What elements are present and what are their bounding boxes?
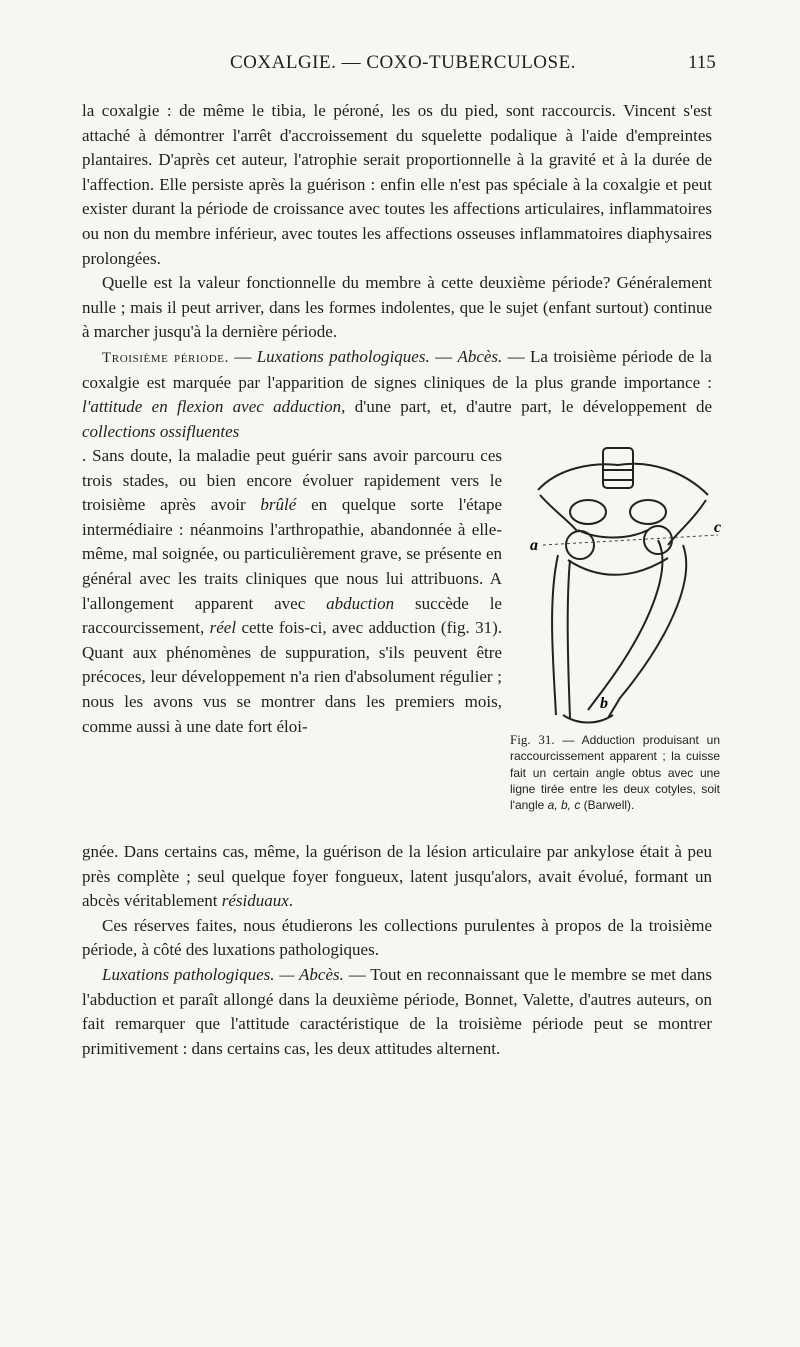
running-header (0, 52, 800, 76)
body-text-top (82, 99, 712, 444)
section-title-luxations: Luxations pathologiques. (256, 346, 430, 366)
body-text-beside-figure (82, 444, 502, 739)
paragraph-1: la coxalgie : de même le tibia, le péroné, les os du pied, sont raccourcis. Vincent s'est attaché à démontrer l'arrêt d'accroissement du squelette podalique à l'aide d'empreintes plantaires. D'après cet auteur, l'atrophie serait proportionnelle à la gravité et à la durée de l'affection. Elle persiste après la guérison : enfin elle n'est pas spéciale à la coxalgie et peut exister durant la période de croissance avec toutes les affections articulaires, inflammatoires ou non du membre inférieur, avec toutes les affections osseuses inflammatoires diaphysaires prolongées. (82, 101, 712, 268)
label-b: b (600, 695, 608, 712)
caption-text: — Adduction produisant un raccourcissement apparent ; la cuisse fait un certain angle obtus avec une ligne tirée entre les deux cotyles, soit l'angle (510, 733, 721, 813)
paragraph-5: Luxations pathologiques. — Abcès. — Tout en reconnaissant que le membre se met dans l'abduction et paraît allongé dans la deuxième période, Bonnet, Valette, d'autres auteurs, on fait remarquer que l'attitude caractéristique de la troisième période peut se montrer primitivement : dans certains cas, les deux attitudes alternent. (82, 964, 712, 1058)
caption-number: Fig. 31. (510, 732, 555, 747)
left-ilium-edge (540, 495, 578, 532)
left-acetabulum (566, 531, 594, 559)
paragraph-3-continued: gnée. Dans certains cas, même, la guérison de la lésion articulaire par ankylose était à peu près complète ; seul quelque foyer fongueux, latent jusqu'alors, avait évolué, formant un abcès véritablement résiduaux. (82, 842, 712, 911)
caption-source: (Barwell). (580, 798, 635, 813)
figure-caption (510, 732, 720, 813)
pelvis-illustration (508, 440, 728, 730)
left-thigh-line-inner (568, 560, 570, 718)
paragraph-2: Quelle est la valeur fonctionnelle du membre à cette deuxième période? Généralement nulle ; mais il peut arriver, dans les formes indolentes, que le sujet (enfant surtout) continue à marcher jusqu'à la dernière période. (82, 273, 712, 342)
left-thigh-line-outer (552, 555, 558, 715)
page-number: 115 (688, 52, 716, 73)
section-lead: Troisième période. (102, 349, 229, 366)
right-ilium-wing (630, 500, 666, 524)
left-ilium-wing (570, 500, 606, 524)
right-thigh-line-inner (588, 540, 662, 710)
ischial-outline (568, 558, 668, 575)
section-title-luxations-abces: Luxations pathologiques. — Abcès. (102, 964, 344, 984)
caption-letters: a, b, c (547, 798, 581, 813)
running-title: COXALGIE. — COXO-TUBERCULOSE. (230, 52, 576, 73)
sacrum-shape (603, 448, 633, 488)
section-title-abces: Abcès. (457, 346, 503, 366)
figure-31 (508, 440, 728, 767)
sacrum-lines (603, 470, 633, 480)
right-thigh-line-outer (608, 545, 686, 718)
label-a: a (530, 537, 538, 554)
body-text-bottom (82, 840, 712, 1061)
paragraph-3-head: Troisième période. — Luxations pathologiques. — Abcès. — La troisième période de la coxalgie est marquée par l'apparition de signes cliniques de la plus grande importance : l'attitude en flexion avec adduction, d'une part, et, d'autre part, le développement de collections ossifluentes (82, 346, 712, 441)
right-ilium-edge (668, 500, 706, 545)
paragraph-3-body: . Sans doute, la maladie peut guérir sans avoir parcouru ces trois stades, ou bien encore évoluer rapidement vers le troisième après avoir brûlé en quelque sorte l'étape intermédiaire : néanmoins l'arthropathie, abandonnée à elle-même, mal soignée, ou particulièrement grave, se présente en général avec les traits cliniques que nous lui attribuons. A l'allongement apparent avec abduction succède le raccourcissement, réel cette fois-ci, avec adduction (fig. 31). Quant aux phénomènes de suppuration, s'ils peuvent être précoces, leur développement n'a rien d'absolument régulier ; nous les avons vus se montrer dans les premiers mois, comme aussi à une date fort éloi- (82, 446, 502, 736)
label-c: c (714, 519, 722, 536)
paragraph-4: Ces réserves faites, nous étudierons les collections purulentes à propos de la troisième période, à côté des luxations pathologiques. (82, 915, 712, 960)
